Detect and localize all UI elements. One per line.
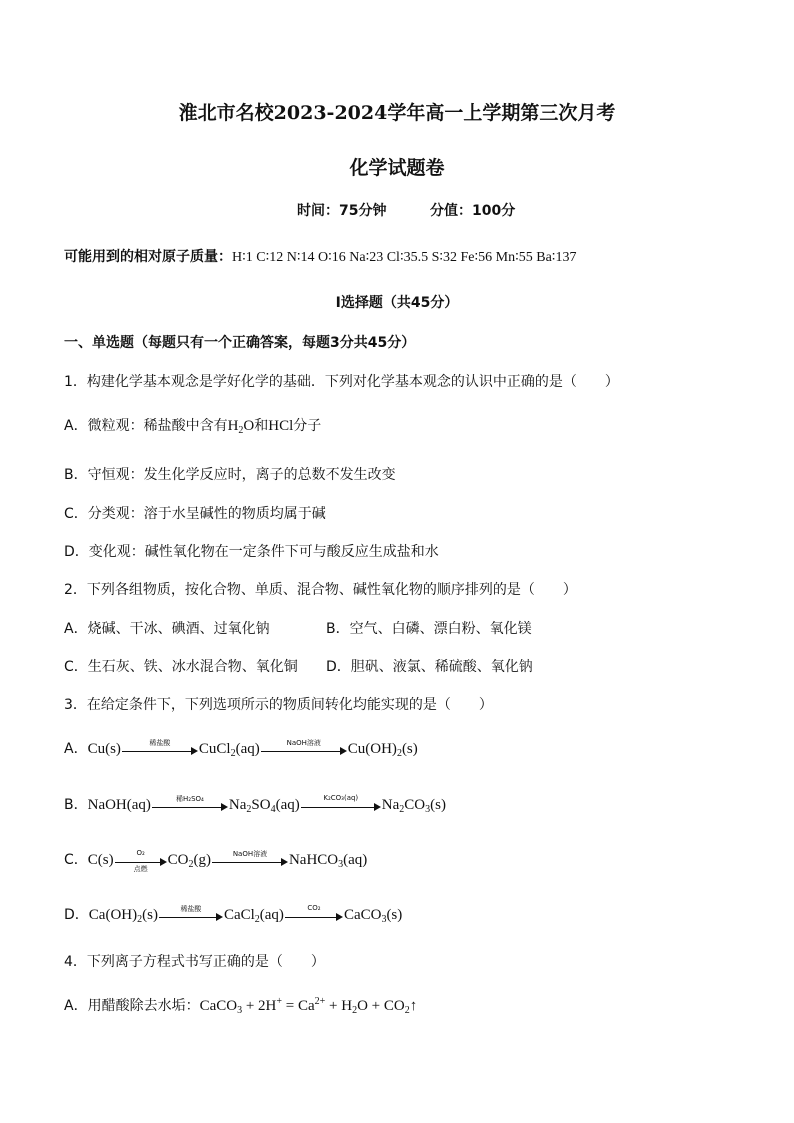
exam-title: 淮北市名校2023-2024学年高一上学期第三次月考 [178, 102, 616, 124]
question-1-option-c: C．分类观：溶于水呈碱性的物质均属于碱 [64, 506, 326, 522]
atomic-mass-line [64, 246, 576, 266]
reaction-arrow: NaOH溶液 [261, 743, 347, 757]
question-4-option-a: A．用醋酸除去水垢：CaCO$_3$ + $2H^+ = Ca^{2+} + H_2O$ + $CO_2↑$ [64, 996, 418, 1016]
reaction-arrow: 稀盐酸 [159, 909, 223, 923]
question-3-stem: 3．在给定条件下，下列选项所示的物质间转化均能实现的是（ ） [64, 697, 493, 713]
score-info: 分值：100分 [430, 203, 516, 219]
time-info: 时间：75分钟 [297, 203, 387, 219]
option-a-suffix: 分子 [293, 418, 322, 434]
question-2-option-d: D．胆矾、液氯、稀硫酸、氧化钠 [326, 659, 533, 675]
reaction-arrow: 稀盐酸 [122, 743, 198, 757]
reaction-arrow: K₂CO₃(aq) [301, 799, 381, 813]
option-a-conjunction: 和 [254, 418, 269, 434]
question-4-stem: 4．下列离子方程式书写正确的是（ ） [64, 954, 325, 970]
reaction-arrow: CO₂ [285, 909, 343, 923]
option-label: A． [64, 741, 88, 757]
question-1-option-a: A．微粒观：稀盐酸中含有$H_2O$和HCl分子 [64, 418, 322, 436]
option-a-text: A．微粒观：稀盐酸中含有 [64, 418, 228, 434]
question-1-stem: 1．构建化学基本观念是学好化学的基础．下列对化学基本观念的认识中正确的是（ ） [64, 374, 619, 390]
atomic-mass-values: H∶1 C∶12 N∶14 O∶16 Na∶23 Cl∶35.5 S∶32 Fe∶56 Mn∶55 Ba∶137 [232, 250, 577, 265]
part-title: 一、单选题（每题只有一个正确答案，每题3分共45分） [64, 335, 416, 351]
question-2-option-b: B．空气、白磷、漂白粉、氧化镁 [326, 621, 532, 637]
question-3-option-d: D．$Ca(OH)_2(s)$ 稀盐酸 CaCl$_2$(aq) CO₂ CaCO$_3$(s) [64, 903, 403, 925]
section-title: Ⅰ选择题（共45分） [335, 295, 459, 311]
option-a-text: A．用醋酸除去水垢： [64, 998, 200, 1014]
question-2-option-c: C．生石灰、铁、冰水混合物、氧化铜 [64, 659, 298, 675]
reaction-arrow: O₂ 点燃 [115, 854, 167, 868]
option-label: C． [64, 852, 88, 868]
reaction-arrow: NaOH溶液 [212, 854, 288, 868]
option-label: B． [64, 797, 88, 813]
exam-subtitle: 化学试题卷 [349, 157, 445, 179]
question-1-option-d: D．变化观：碱性氧化物在一定条件下可与酸反应生成盐和水 [64, 544, 439, 560]
question-3-option-c: C．C(s) O₂ 点燃 $CO_2(g)$ NaOH溶液 NaHCO$_3$(aq) [64, 848, 368, 873]
question-3-option-b: B．NaOH(aq) 稀H₂SO₄ $Na_2SO_4(aq)$ K₂CO₃(aq) $Na_2CO_3(s)$ [64, 793, 446, 815]
reaction-arrow: 稀H₂SO₄ [152, 799, 228, 813]
question-1-option-b: B．守恒观：发生化学反应时，离子的总数不发生改变 [64, 467, 396, 483]
option-label: D． [64, 907, 89, 923]
question-2-option-a: A．烧碱、干冰、碘酒、过氧化钠 [64, 621, 270, 637]
question-3-option-a: A．Cu(s) 稀盐酸 CuCl$_2$(aq) NaOH溶液 $Cu(OH)_2(s)$ [64, 738, 418, 759]
atomic-mass-label: 可能用到的相对原子质量： [64, 249, 232, 265]
question-2-stem: 2．下列各组物质，按化合物、单质、混合物、碱性氧化物的顺序排列的是（ ） [64, 582, 577, 598]
